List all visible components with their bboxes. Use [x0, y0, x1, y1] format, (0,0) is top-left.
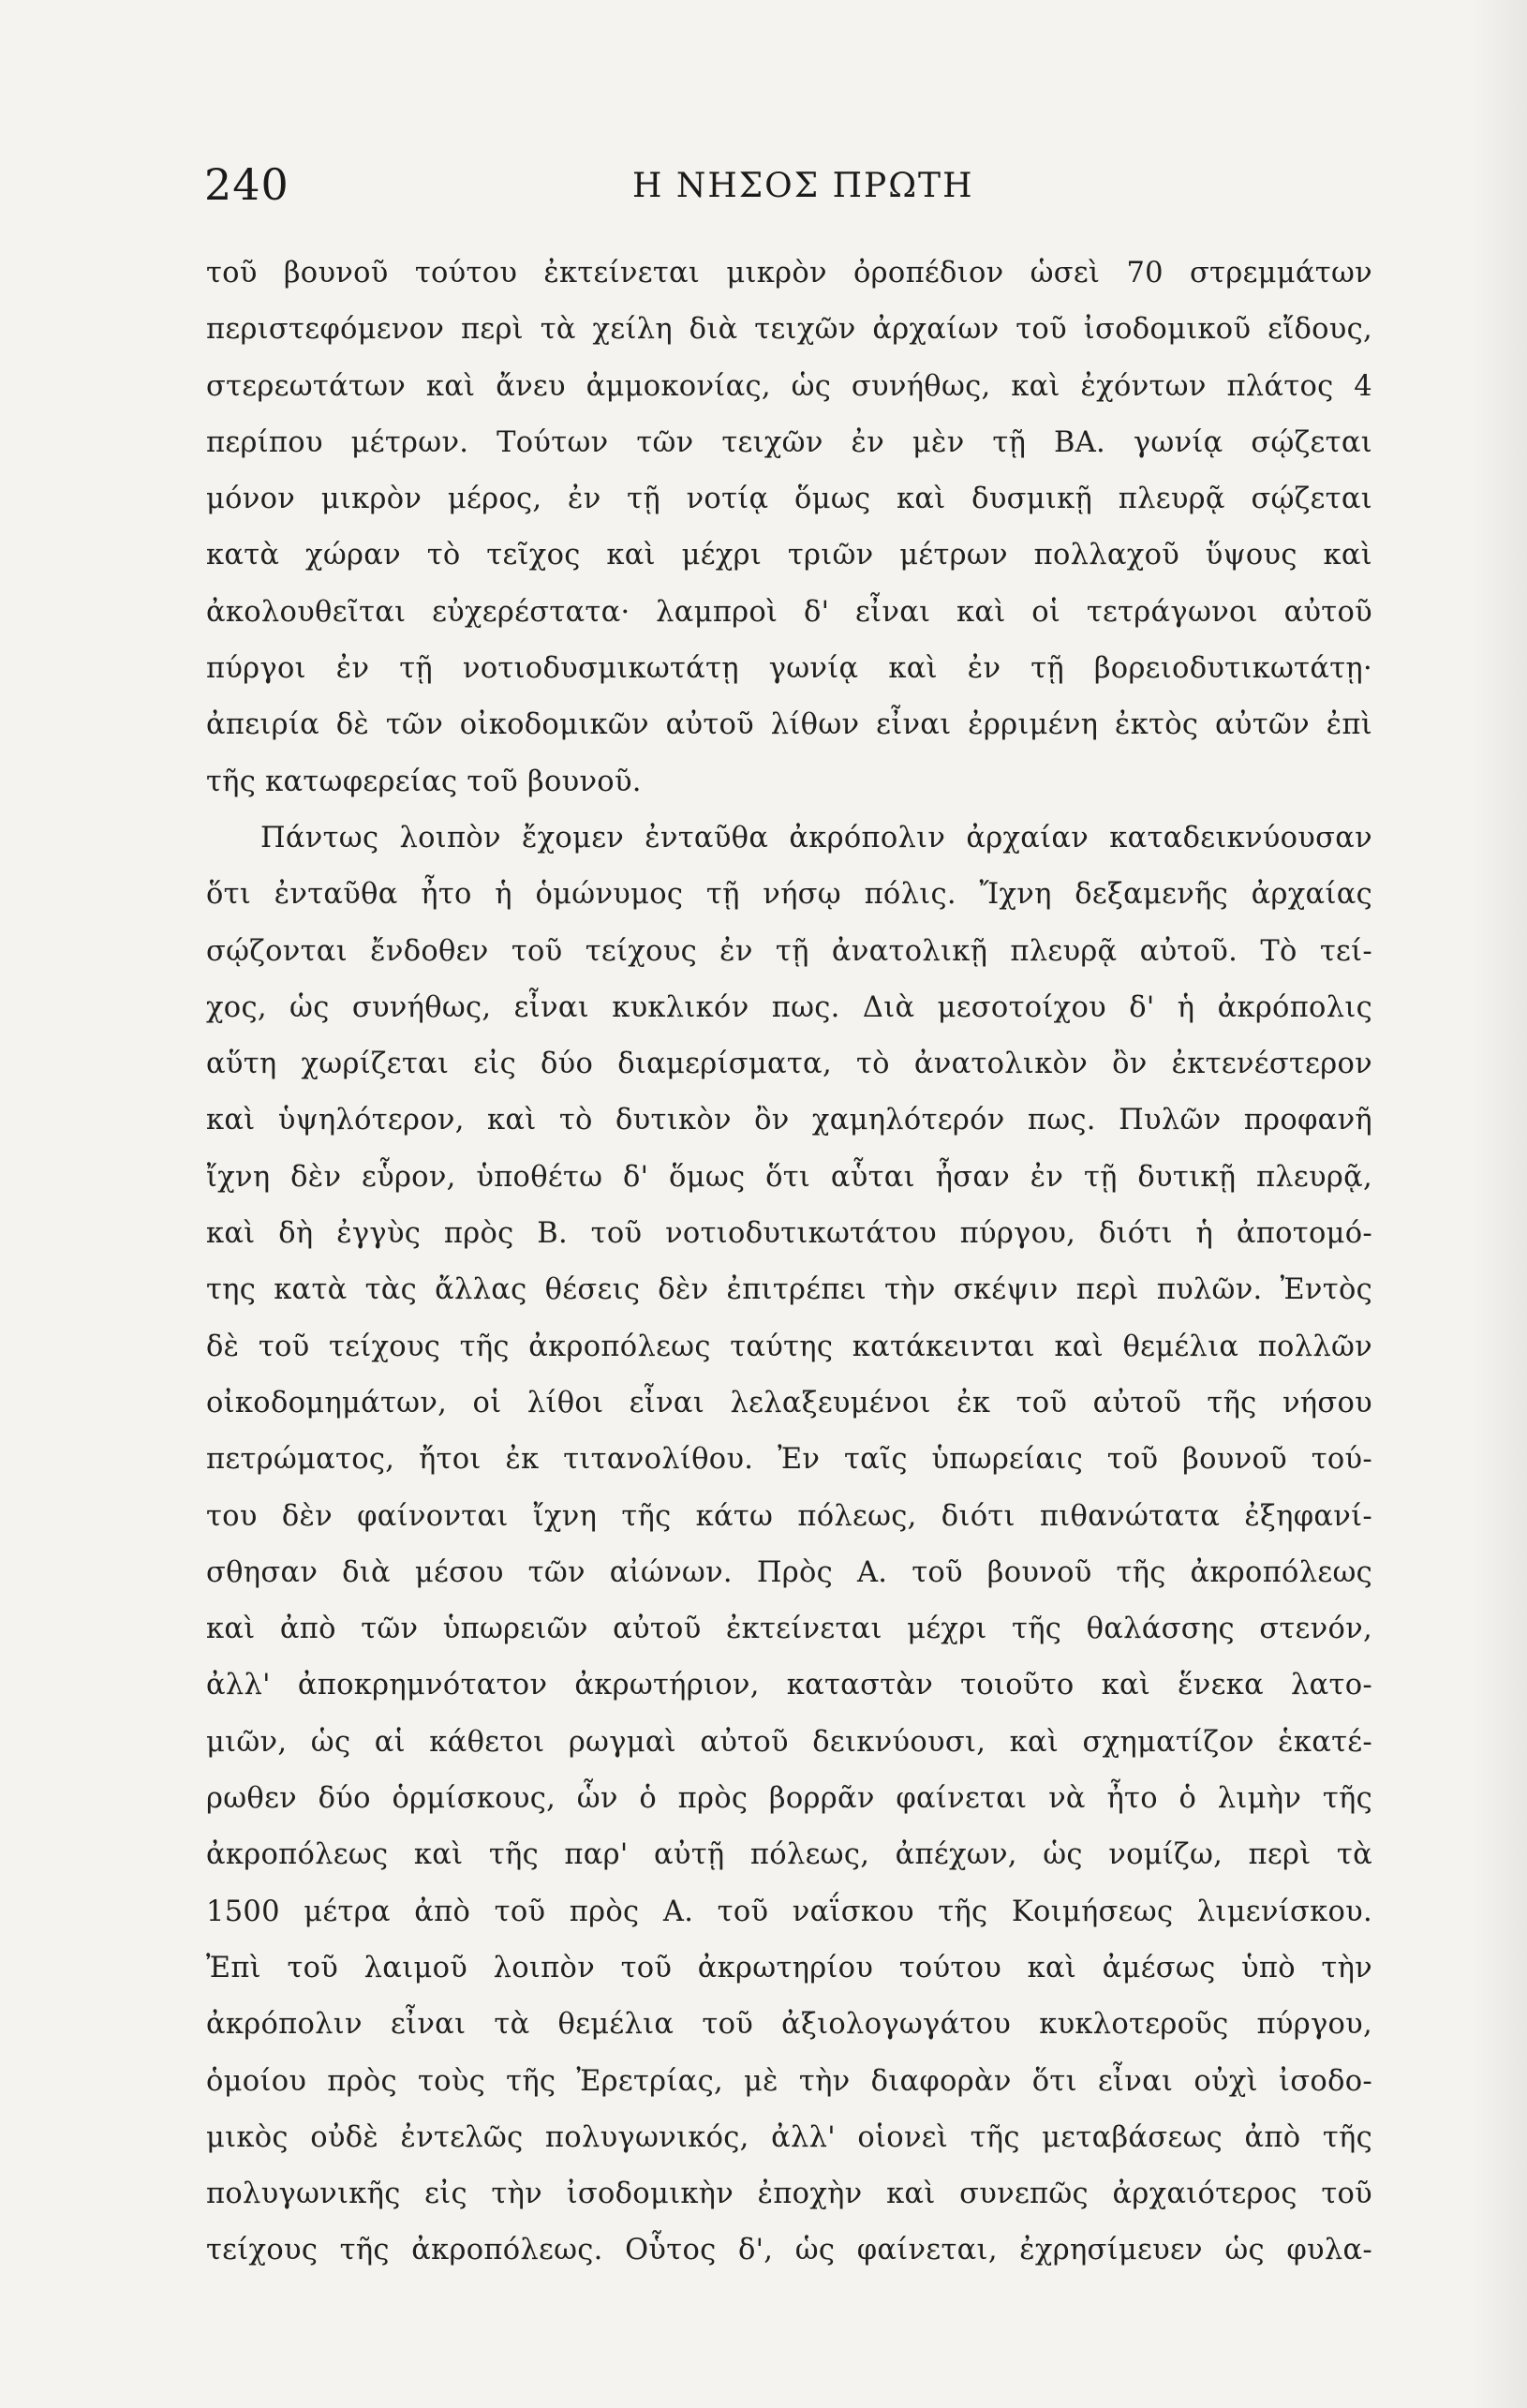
text-line: πολυγωνικῆς εἰς τὴν ἰσοδομικὴν ἐποχὴν καὶ συνεπῶς ἀρχαιότερος τοῦ	[206, 2178, 1372, 2211]
text-line: περιστεφόμενον περὶ τὰ χείλη διὰ τειχῶν ἀρχαίων τοῦ ἰσοδομικοῦ εἴδους,	[206, 313, 1372, 347]
text-line: στερεωτάτων καὶ ἄνευ ἀμμοκονίας, ὡς συνήθως, καὶ ἐχόντων πλάτος 4	[206, 369, 1372, 403]
text-line: ἀλλ' ἀποκρημνότατον ἀκρωτήριον, καταστὰν τοιοῦτο καὶ ἕνεκα λατο-	[206, 1669, 1372, 1702]
text-line: Ἐπὶ τοῦ λαιμοῦ λοιπὸν τοῦ ἀκρωτηρίου τούτου καὶ ἀμέσως ὑπὸ τὴν	[206, 1951, 1372, 1984]
text-line: ὅτι ἐνταῦθα ἦτο ἡ ὁμώνυμος τῇ νήσῳ πόλις. Ἴχνη δεξαμενῆς ἀρχαίας	[206, 878, 1372, 912]
text-line: ἀπειρία δὲ τῶν οἰκοδομικῶν αὐτοῦ λίθων εἶναι ἐρριμένη ἐκτὸς αὐτῶν ἐπὶ	[206, 708, 1372, 742]
text-line: πετρώματος, ἤτοι ἐκ τιτανολίθου. Ἐν ταῖς ὑπωρείαις τοῦ βουνοῦ τού-	[206, 1443, 1372, 1477]
text-line: τοῦ βουνοῦ τούτου ἐκτείνεται μικρὸν ὀροπέδιον ὡσεὶ 70 στρεμμάτων	[206, 257, 1372, 290]
text-line: τείχους τῆς ἀκροπόλεως. Οὗτος δ', ὡς φαίνεται, ἐχρησίμευεν ὡς φυλα-	[206, 2234, 1372, 2267]
text-line: πύργοι ἐν τῇ νοτιοδυσμικωτάτῃ γωνίᾳ καὶ ἐν τῇ βορειοδυτικωτάτῃ·	[206, 652, 1372, 686]
page-number: 240	[204, 159, 289, 210]
text-line: δὲ τοῦ τείχους τῆς ἀκροπόλεως ταύτης κατάκεινται καὶ θεμέλια πολλῶν	[206, 1330, 1372, 1363]
text-line: καὶ ἀπὸ τῶν ὑπωρειῶν αὐτοῦ ἐκτείνεται μέχρι τῆς θαλάσσης στενόν,	[206, 1613, 1372, 1646]
text-line: ἴχνη δὲν εὗρον, ὑποθέτω δ' ὅμως ὅτι αὗται ἦσαν ἐν τῇ δυτικῇ πλευρᾷ,	[206, 1160, 1372, 1194]
text-line: σῴζονται ἔνδοθεν τοῦ τείχους ἐν τῇ ἀνατολικῇ πλευρᾷ αὐτοῦ. Τὸ τεί-	[206, 934, 1372, 968]
text-line: σθησαν διὰ μέσου τῶν αἰώνων. Πρὸς Α. τοῦ βουνοῦ τῆς ἀκροπόλεως	[206, 1555, 1372, 1589]
body-text	[206, 245, 1372, 2280]
paragraph-end-line: τῆς κατωφερείας τοῦ βουνοῦ.	[206, 765, 642, 798]
text-line: ρωθεν δύο ὁρμίσκους, ὧν ὁ πρὸς βορρᾶν φαίνεται νὰ ἦτο ὁ λιμὴν τῆς	[206, 1782, 1372, 1816]
text-line: ἀκολουθεῖται εὐχερέστατα· λαμπροὶ δ' εἶναι καὶ οἱ τετράγωνοι αὐτοῦ	[206, 595, 1372, 629]
text-line: μικὸς οὐδὲ ἐντελῶς πολυγωνικός, ἀλλ' οἱονεὶ τῆς μεταβάσεως ἀπὸ τῆς	[206, 2120, 1372, 2154]
text-line: ὁμοίου πρὸς τοὺς τῆς Ἐρετρίας, μὲ τὴν διαφορὰν ὅτι εἶναι οὐχὶ ἰσοδο-	[206, 2064, 1372, 2098]
text-line: μόνον μικρὸν μέρος, ἐν τῇ νοτίᾳ ὅμως καὶ δυσμικῇ πλευρᾷ σῴζεται	[206, 483, 1372, 516]
text-line: οἰκοδομημάτων, οἱ λίθοι εἶναι λελαξευμένοι ἐκ τοῦ αὐτοῦ τῆς νήσου	[206, 1386, 1372, 1420]
text-line: καὶ ὑψηλότερον, καὶ τὸ δυτικὸν ὂν χαμηλότερόν πως. Πυλῶν προφανῆ	[206, 1104, 1372, 1137]
text-line: ἀκρόπολιν εἶναι τὰ θεμέλια τοῦ ἀξιολογωγάτου κυκλοτεροῦς πύργου,	[206, 2008, 1372, 2042]
text-line: αὕτη χωρίζεται εἰς δύο διαμερίσματα, τὸ ἀνατολικὸν ὂν ἐκτενέστερον	[206, 1048, 1372, 1081]
text-line: χος, ὡς συνήθως, εἶναι κυκλικόν πως. Διὰ μεσοτοίχου δ' ἡ ἀκρόπολις	[206, 990, 1372, 1024]
text-line: περίπου μέτρων. Τούτων τῶν τειχῶν ἐν μὲν τῇ ΒΑ. γωνίᾳ σῴζεται	[206, 425, 1372, 459]
text-line: του δὲν φαίνονται ἴχνη τῆς κάτω πόλεως, διότι πιθανώτατα ἐξηφανί-	[206, 1499, 1372, 1533]
text-line: κατὰ χώραν τὸ τεῖχος καὶ μέχρι τριῶν μέτρων πολλαχοῦ ὕψους καὶ	[206, 539, 1372, 572]
text-line: καὶ δὴ ἐγγὺς πρὸς Β. τοῦ νοτιοδυτικωτάτου πύργου, διότι ἡ ἀποτομό-	[206, 1217, 1372, 1251]
running-title: Η ΝΗΣΟΣ ΠΡΩΤΗ	[632, 167, 974, 205]
text-line: 1500 μέτρα ἀπὸ τοῦ πρὸς Α. τοῦ ναΐσκου τῆς Κοιμήσεως λιμενίσκου.	[206, 1895, 1372, 1928]
text-line: ἀκροπόλεως καὶ τῆς παρ' αὐτῇ πόλεως, ἀπέχων, ὡς νομίζω, περὶ τὰ	[206, 1838, 1372, 1872]
text-line: μιῶν, ὡς αἱ κάθετοι ρωγμαὶ αὐτοῦ δεικνύουσι, καὶ σχηματίζον ἑκατέ-	[206, 1725, 1372, 1759]
paragraph-start-line: Πάντως λοιπὸν ἔχομεν ἐνταῦθα ἀκρόπολιν ἀρχαίαν καταδεικνύουσαν	[260, 821, 1372, 855]
text-line: της κατὰ τὰς ἄλλας θέσεις δὲν ἐπιτρέπει τὴν σκέψιν περὶ πυλῶν. Ἐντὸς	[206, 1273, 1372, 1307]
